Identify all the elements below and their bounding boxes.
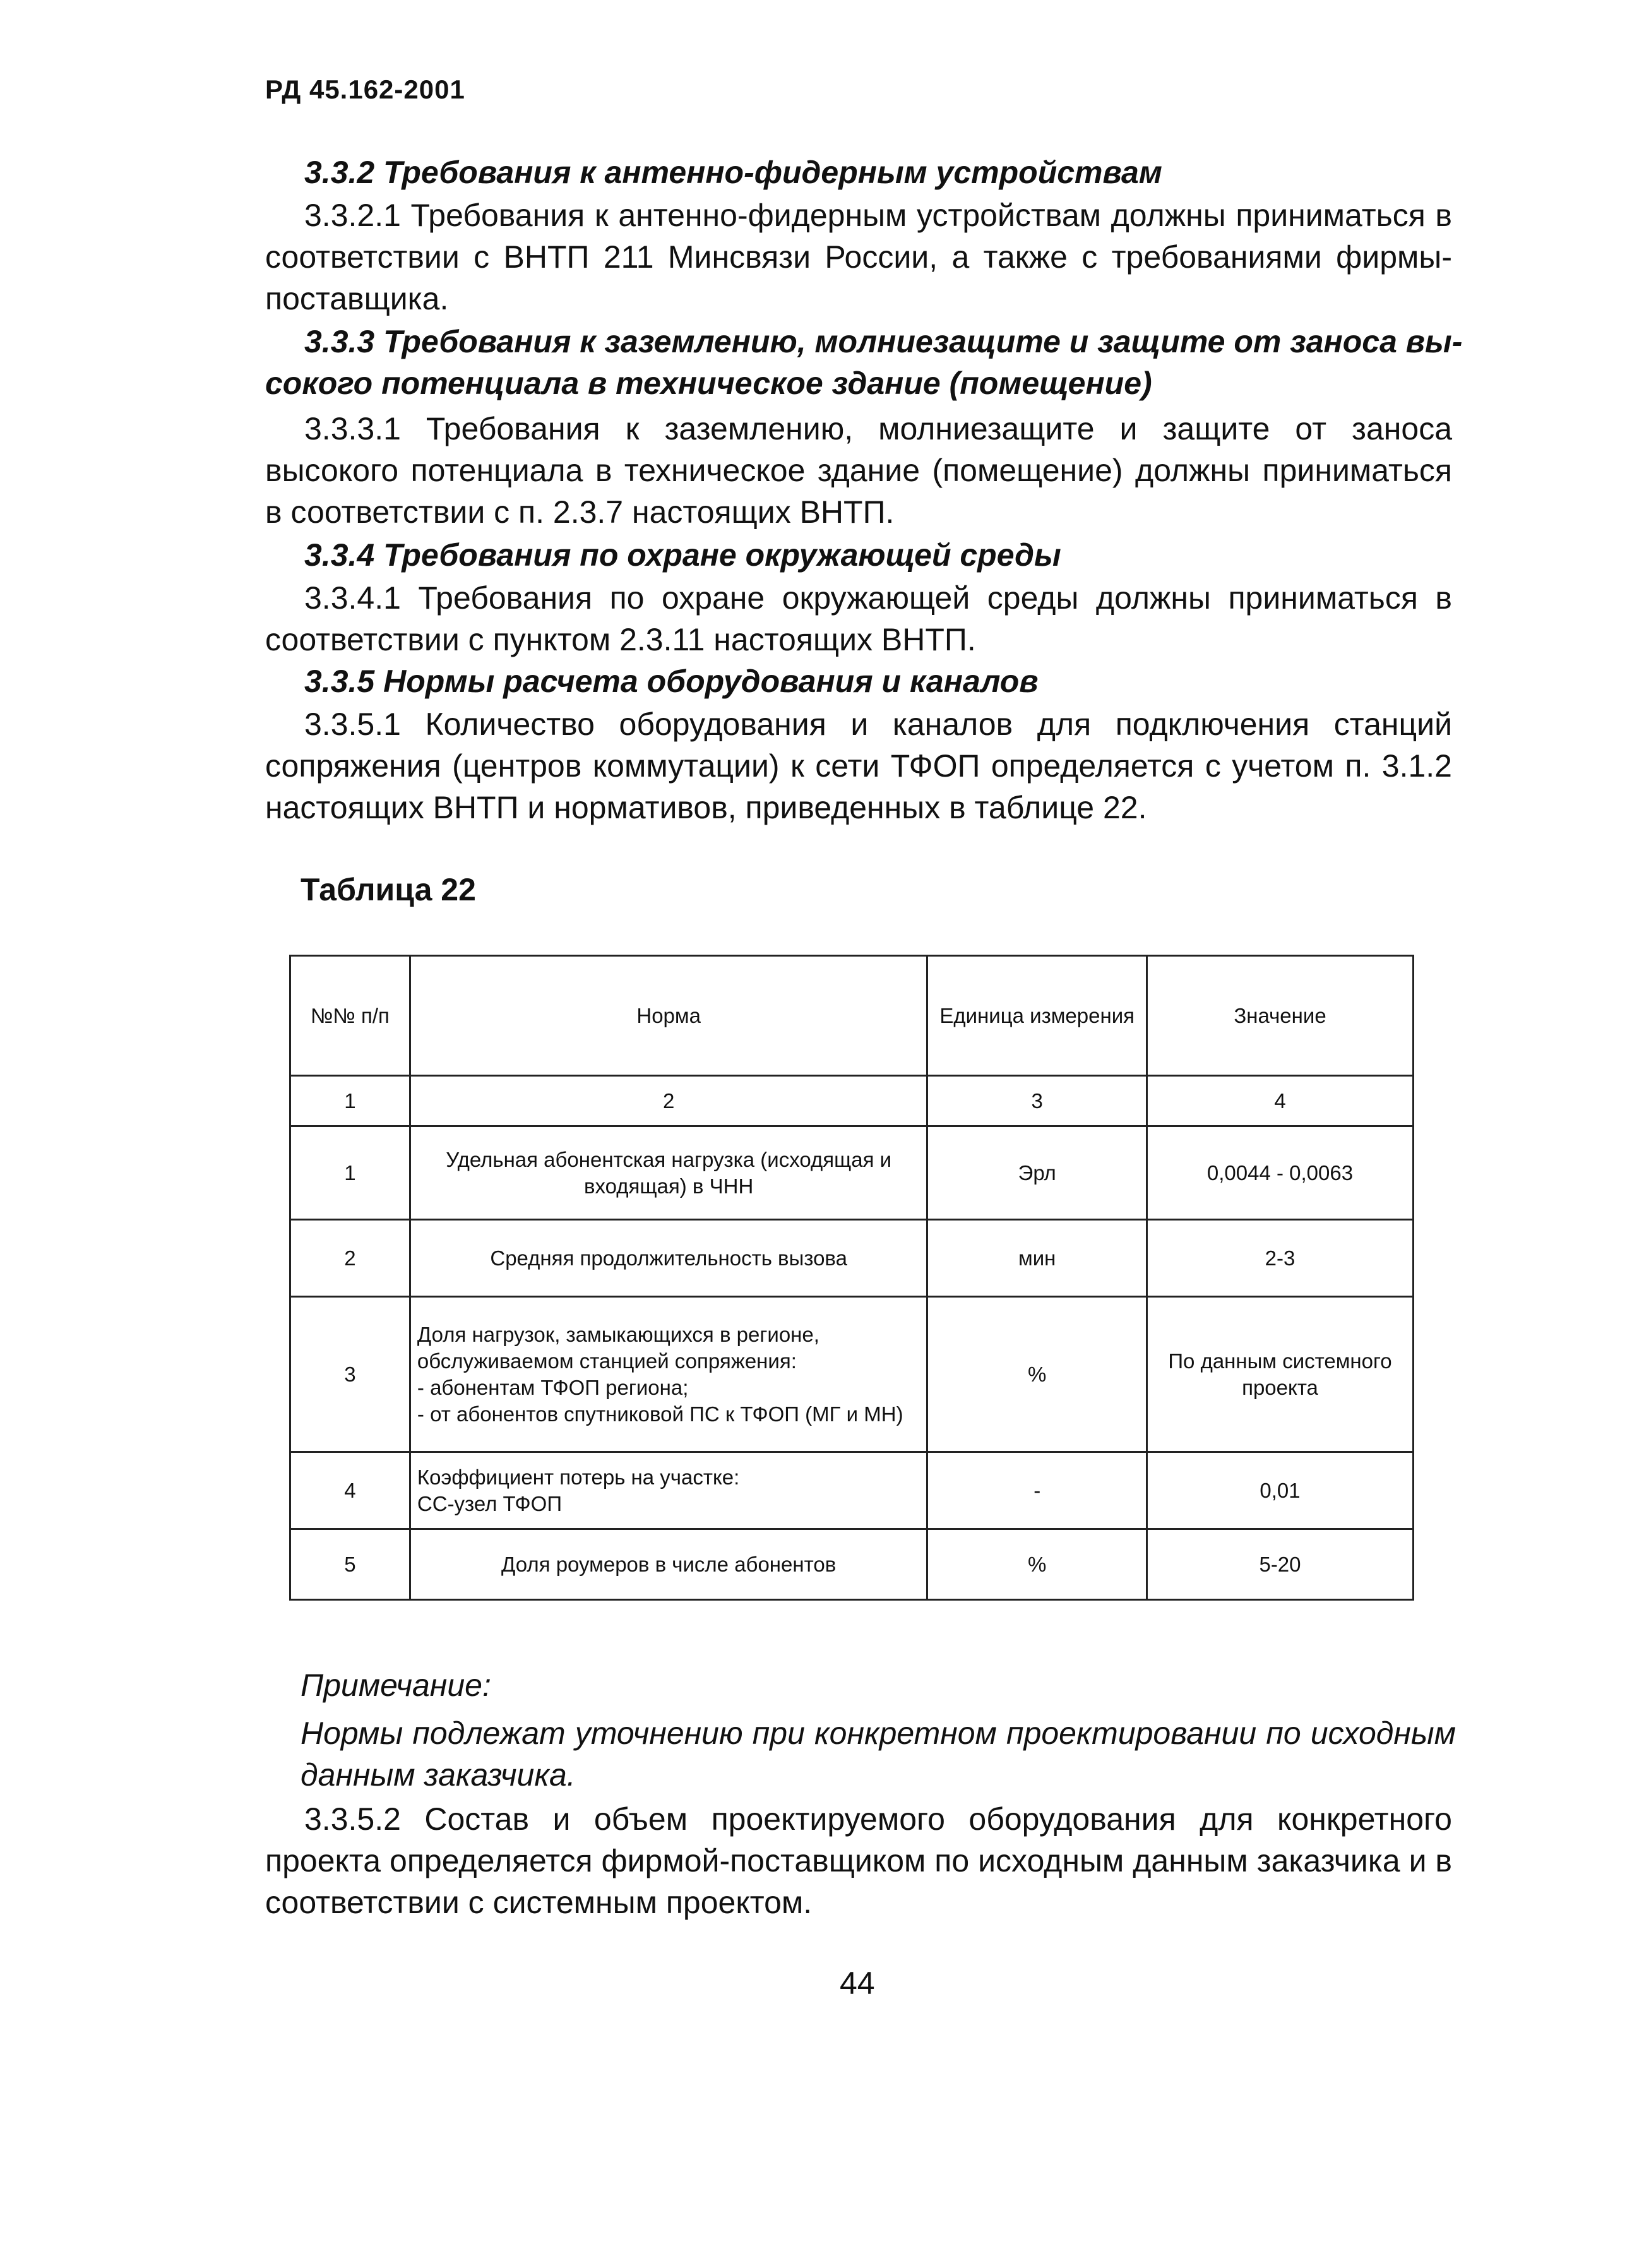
row-norm-line: - от абонентов спутниковой ПС к ТФОП (МГ и МН) (417, 1402, 903, 1426)
row-value: 0,0044 - 0,0063 (1147, 1126, 1414, 1220)
table-row (290, 1529, 1414, 1600)
note-text: Нормы подлежат уточнению при конкретном проектировании по исходным данным заказчика. (301, 1716, 1456, 1793)
header-num: №№ п/п (290, 956, 410, 1076)
header-norm: Норма (410, 956, 927, 1076)
column-number: 2 (410, 1076, 927, 1126)
row-value: 0,01 (1147, 1452, 1414, 1529)
column-number: 3 (927, 1076, 1147, 1126)
row-unit: % (927, 1297, 1147, 1452)
row-unit: % (927, 1529, 1147, 1600)
row-norm (410, 1452, 927, 1529)
column-number: 4 (1147, 1076, 1414, 1126)
note-title: Примечание: (301, 1668, 491, 1703)
table-row (290, 1452, 1414, 1529)
table-row (290, 1220, 1414, 1297)
row-norm-line: СС-узел ТФОП (417, 1491, 563, 1515)
paragraph-3-3-2-1: 3.3.2.1 Требования к антенно-фидерным устройствам должны приниматься в соответствии с ВНТП 211 Минсвязи России, а также с требованиями фирмы-поставщика. (265, 198, 1452, 316)
header-value: Значение (1147, 956, 1414, 1076)
table-header-row (290, 956, 1414, 1076)
table-row (290, 1126, 1414, 1220)
paragraph-3-3-4-1: 3.3.4.1 Требования по охране окружающей среды должны приниматься в соответствии с пунктом 2.3.11 настоящих ВНТП. (265, 580, 1452, 657)
row-value: 2-3 (1147, 1220, 1414, 1297)
heading-3-3-3-line1: 3.3.3 Требования к заземлению, молниезащите и защите от заноса вы- (304, 324, 1463, 359)
page-number: 44 (840, 1966, 875, 2001)
row-num: 4 (290, 1452, 410, 1529)
row-num: 3 (290, 1297, 410, 1452)
row-norm: Удельная абонентская нагрузка (исходящая и входящая) в ЧНН (410, 1126, 927, 1220)
row-norm-line: - абонентам ТФОП региона; (417, 1375, 689, 1399)
row-norm: Средняя продолжительность вызова (410, 1220, 927, 1297)
row-value: По данным системного проекта (1147, 1297, 1414, 1452)
table-caption: Таблица 22 (301, 872, 476, 907)
column-number: 1 (290, 1076, 410, 1126)
norms-table (289, 955, 1414, 1601)
column-number-row (290, 1076, 1414, 1126)
row-num: 2 (290, 1220, 410, 1297)
row-num: 5 (290, 1529, 410, 1600)
row-norm: Доля роумеров в числе абонентов (410, 1529, 927, 1600)
row-unit: мин (927, 1220, 1147, 1297)
row-unit: - (927, 1452, 1147, 1529)
heading-3-3-5: 3.3.5 Нормы расчета оборудования и каналов (304, 664, 1039, 699)
row-norm-line: Коэффициент потерь на участке: (417, 1465, 740, 1489)
paragraph-3-3-5-1: 3.3.5.1 Количество оборудования и каналов для подключения станций сопряжения (центров коммутации) к сети ТФОП определяется с учетом п. 3.1.2 настоящих ВНТП и нормативов, приведенных в таблице 22. (265, 707, 1452, 825)
heading-3-3-3-line2: сокого потенциала в техническое здание (помещение) (265, 366, 1152, 401)
row-value: 5-20 (1147, 1529, 1414, 1600)
row-norm (410, 1297, 927, 1452)
table-row (290, 1297, 1414, 1452)
paragraph-3-3-3-1: 3.3.3.1 Требования к заземлению, молниезащите и защите от заноса высокого потенциала в техническое здание (помещение) должны приниматься в соответствии с п. 2.3.7 настоящих ВНТП. (265, 411, 1452, 530)
header-unit: Единица измерения (927, 956, 1147, 1076)
row-num: 1 (290, 1126, 410, 1220)
paragraph-3-3-5-2: 3.3.5.2 Состав и объем проектируемого оборудования для конкретного проекта определяется фирмой-поставщиком по исходным данным заказчика и в соответствии с системным проектом. (265, 1801, 1452, 1920)
heading-3-3-2: 3.3.2 Требования к антенно-фидерным устройствам (304, 155, 1162, 190)
document-code: РД 45.162-2001 (265, 75, 465, 104)
row-unit: Эрл (927, 1126, 1147, 1220)
heading-3-3-4: 3.3.4 Требования по охране окружающей среды (304, 537, 1061, 573)
row-norm-line: Доля нагрузок, замыкающихся в регионе, обслуживаемом станцией сопряжения: (417, 1322, 819, 1373)
